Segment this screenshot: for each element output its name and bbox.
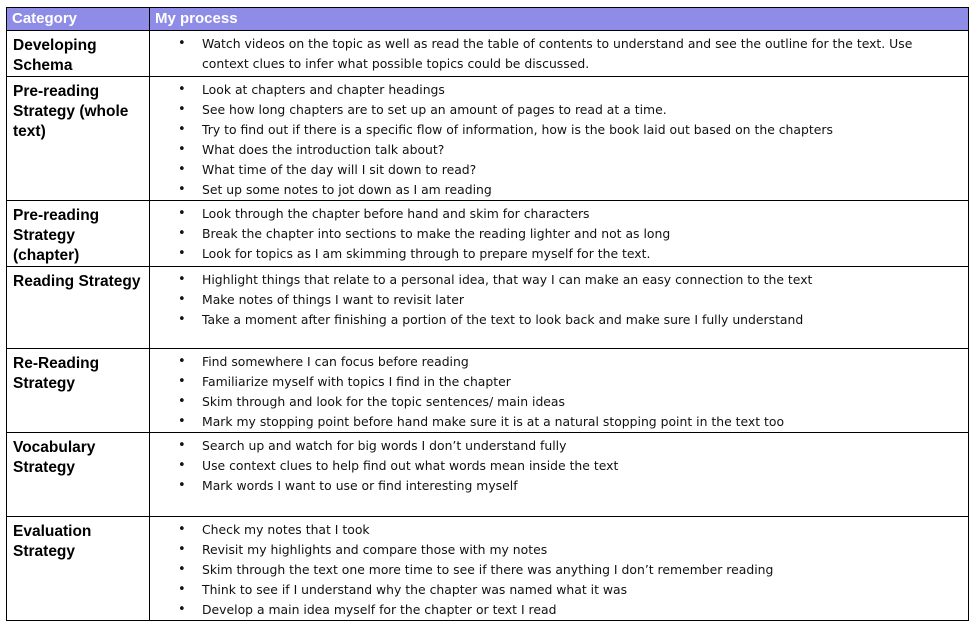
category-cell: Developing Schema bbox=[7, 31, 150, 77]
list-item bbox=[150, 540, 968, 560]
bullet-icon: • bbox=[178, 438, 186, 453]
list-item bbox=[150, 120, 968, 140]
list-item-text: Familiarize myself with topics I find in the chapter bbox=[202, 374, 511, 389]
bullet-list bbox=[150, 80, 968, 200]
list-item bbox=[150, 352, 968, 372]
list-item-text: Look for topics as I am skimming through to prepare myself for the text. bbox=[202, 246, 651, 261]
table-row bbox=[7, 349, 969, 433]
bullet-icon: • bbox=[178, 102, 186, 117]
header-category: Category bbox=[7, 8, 150, 31]
list-item-text: Take a moment after finishing a portion of the text to look back and make sure I fully understand bbox=[202, 312, 804, 327]
table-row bbox=[7, 77, 969, 201]
table-row bbox=[7, 433, 969, 517]
list-item bbox=[150, 580, 968, 600]
header-process: My process bbox=[150, 8, 969, 31]
list-item bbox=[150, 520, 968, 540]
category-cell: Reading Strategy bbox=[7, 267, 150, 349]
list-item bbox=[150, 310, 968, 330]
bullet-icon: • bbox=[178, 292, 186, 307]
process-cell bbox=[150, 31, 969, 77]
bullet-icon: • bbox=[178, 354, 186, 369]
bullet-list bbox=[150, 270, 968, 330]
list-item-text: Mark my stopping point before hand make sure it is at a natural stopping point in the text too bbox=[202, 414, 785, 429]
table-row bbox=[7, 201, 969, 267]
bullet-list bbox=[150, 204, 968, 264]
list-item-text: Highlight things that relate to a personal idea, that way I can make an easy connection to the text bbox=[202, 272, 813, 287]
bullet-icon: • bbox=[178, 122, 186, 137]
list-item-text: See how long chapters are to set up an amount of pages to read at a time. bbox=[202, 102, 667, 117]
list-item-text: Check my notes that I took bbox=[202, 522, 370, 537]
category-cell: Pre-reading Strategy (whole text) bbox=[7, 77, 150, 201]
bullet-icon: • bbox=[178, 458, 186, 473]
list-item bbox=[150, 224, 968, 244]
list-item-text: Find somewhere I can focus before reading bbox=[202, 354, 469, 369]
category-cell: Re-Reading Strategy bbox=[7, 349, 150, 433]
list-item bbox=[150, 140, 968, 160]
process-cell bbox=[150, 349, 969, 433]
list-item bbox=[150, 204, 968, 224]
table-row bbox=[7, 31, 969, 77]
bullet-icon: • bbox=[178, 182, 186, 197]
table-row bbox=[7, 517, 969, 621]
bullet-icon: • bbox=[178, 394, 186, 409]
list-item bbox=[150, 392, 968, 412]
bullet-icon: • bbox=[178, 226, 186, 241]
list-item-text: Revisit my highlights and compare those with my notes bbox=[202, 542, 548, 557]
bullet-icon: • bbox=[178, 562, 186, 577]
list-item-text: What time of the day will I sit down to read? bbox=[202, 162, 477, 177]
list-item-text: Watch videos on the topic as well as read the table of contents to understand and see the outline for the text. Use context clues to infer what possible topics could be discussed. bbox=[202, 36, 913, 71]
list-item bbox=[150, 160, 968, 180]
bullet-icon: • bbox=[178, 272, 186, 287]
table-row bbox=[7, 267, 969, 349]
bullet-icon: • bbox=[178, 162, 186, 177]
process-cell bbox=[150, 267, 969, 349]
category-cell: Vocabulary Strategy bbox=[7, 433, 150, 517]
list-item bbox=[150, 436, 968, 456]
list-item-text: Skim through and look for the topic sentences/ main ideas bbox=[202, 394, 565, 409]
bullet-icon: • bbox=[178, 82, 186, 97]
bullet-icon: • bbox=[178, 374, 186, 389]
bullet-list bbox=[150, 34, 968, 74]
table-body bbox=[7, 31, 969, 621]
list-item-text: Mark words I want to use or find interesting myself bbox=[202, 478, 518, 493]
category-cell: Pre-reading Strategy (chapter) bbox=[7, 201, 150, 267]
list-item-text: Skim through the text one more time to see if there was anything I don’t remember reading bbox=[202, 562, 774, 577]
process-table bbox=[6, 7, 969, 621]
list-item-text: Use context clues to help find out what words mean inside the text bbox=[202, 458, 619, 473]
bullet-icon: • bbox=[178, 478, 186, 493]
list-item bbox=[150, 600, 968, 620]
list-item bbox=[150, 100, 968, 120]
bullet-icon: • bbox=[178, 312, 186, 327]
bullet-icon: • bbox=[178, 246, 186, 261]
list-item bbox=[150, 290, 968, 310]
list-item bbox=[150, 34, 968, 74]
process-cell bbox=[150, 201, 969, 267]
list-item-text: Look through the chapter before hand and skim for characters bbox=[202, 206, 590, 221]
process-cell bbox=[150, 77, 969, 201]
document bbox=[6, 7, 968, 621]
list-item-text: Set up some notes to jot down as I am reading bbox=[202, 182, 492, 197]
list-item-text: Think to see if I understand why the chapter was named what it was bbox=[202, 582, 628, 597]
list-item bbox=[150, 270, 968, 290]
list-item-text: Look at chapters and chapter headings bbox=[202, 82, 445, 97]
list-item bbox=[150, 372, 968, 392]
bullet-icon: • bbox=[178, 582, 186, 597]
bullet-list bbox=[150, 520, 968, 620]
bullet-icon: • bbox=[178, 142, 186, 157]
list-item-text: Develop a main idea myself for the chapter or text I read bbox=[202, 602, 557, 617]
list-item bbox=[150, 80, 968, 100]
bullet-list bbox=[150, 352, 968, 432]
bullet-icon: • bbox=[178, 414, 186, 429]
header-row bbox=[7, 8, 969, 31]
list-item-text: Try to find out if there is a specific flow of information, how is the book laid out based on the chapters bbox=[202, 122, 833, 137]
bullet-icon: • bbox=[178, 522, 186, 537]
list-item bbox=[150, 412, 968, 432]
list-item bbox=[150, 476, 968, 496]
list-item bbox=[150, 244, 968, 264]
category-cell: Evaluation Strategy bbox=[7, 517, 150, 621]
list-item-text: What does the introduction talk about? bbox=[202, 142, 445, 157]
list-item-text: Make notes of things I want to revisit later bbox=[202, 292, 464, 307]
bullet-list bbox=[150, 436, 968, 496]
list-item bbox=[150, 180, 968, 200]
bullet-icon: • bbox=[178, 602, 186, 617]
list-item-text: Break the chapter into sections to make the reading lighter and not as long bbox=[202, 226, 671, 241]
list-item bbox=[150, 456, 968, 476]
bullet-icon: • bbox=[178, 36, 186, 51]
process-cell bbox=[150, 433, 969, 517]
list-item bbox=[150, 560, 968, 580]
list-item-text: Search up and watch for big words I don’t understand fully bbox=[202, 438, 567, 453]
process-cell bbox=[150, 517, 969, 621]
bullet-icon: • bbox=[178, 206, 186, 221]
bullet-icon: • bbox=[178, 542, 186, 557]
